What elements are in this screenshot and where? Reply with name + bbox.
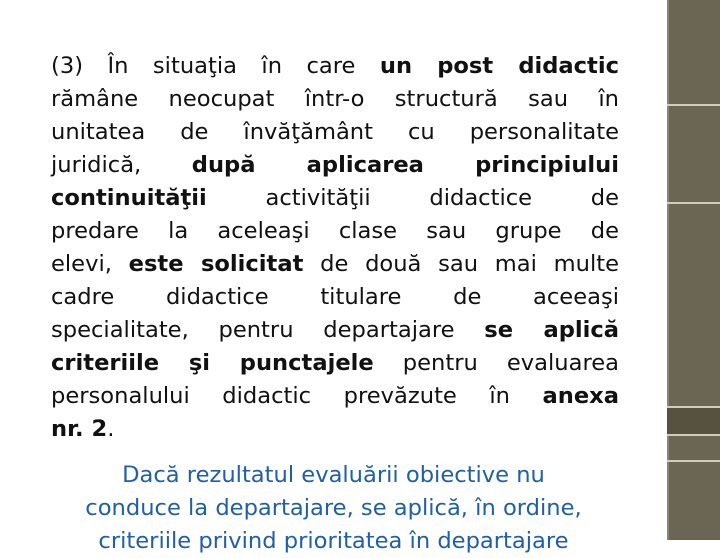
paragraph-continuation [0,459,667,554]
text-run: de două sau mai multe [303,251,619,277]
text-run: cadre didactice titulare de aceeaşi [51,284,619,310]
text-run: personalului didactic prevăzute în [51,383,543,409]
text-line: criteriile privind prioritatea în departajare [98,528,569,554]
text-line [51,50,619,83]
text-line [51,116,619,149]
sidebar-line [667,460,720,462]
text-line: conduce la departajare, se aplică, în ordine, [85,495,582,521]
paragraph-article-3 [51,50,619,446]
sidebar-divider [667,0,669,540]
sidebar-line [667,202,720,204]
text-run: specialitate, pentru departajare [51,317,485,343]
sidebar-line [667,104,720,106]
text-line [51,347,619,380]
bold-text-run: anexa [542,383,619,409]
text-run: unitatea de învăţământ cu personalitate [51,119,619,145]
text-line [51,83,619,116]
text-run: predare la aceleaşi clase sau grupe de [51,218,619,244]
text-line [51,248,619,281]
bold-text-run: după aplicarea principiului [191,152,619,178]
text-line [51,281,619,314]
text-run: . [107,416,115,442]
text-run: (3) În situaţia în care [51,53,380,79]
text-line: Dacă rezultatul evaluării obiective nu [122,462,545,488]
bold-text-run: se aplică [484,317,619,343]
bold-text-run: criteriile şi punctajele [51,350,374,376]
text-run: activităţii didactice de [206,185,619,211]
text-line [51,314,619,347]
bold-text-run: un post didactic [379,53,619,79]
sidebar-line [667,434,720,436]
text-run: juridică, [51,152,192,178]
text-line [51,182,619,215]
text-run: rămâne neocupat într-o structură sau în [51,86,619,112]
bold-text-run: continuităţii [51,185,207,211]
text-run: elevi, [51,251,129,277]
text-line [51,149,619,182]
bold-text-run: este solicitat [128,251,304,277]
text-line [51,380,619,413]
decorative-sidebar [667,0,720,540]
text-run: pentru evaluarea [373,350,619,376]
text-line [51,215,619,248]
text-line [51,413,619,446]
bold-text-run: nr. 2 [51,416,108,442]
sidebar-shade [667,408,720,434]
